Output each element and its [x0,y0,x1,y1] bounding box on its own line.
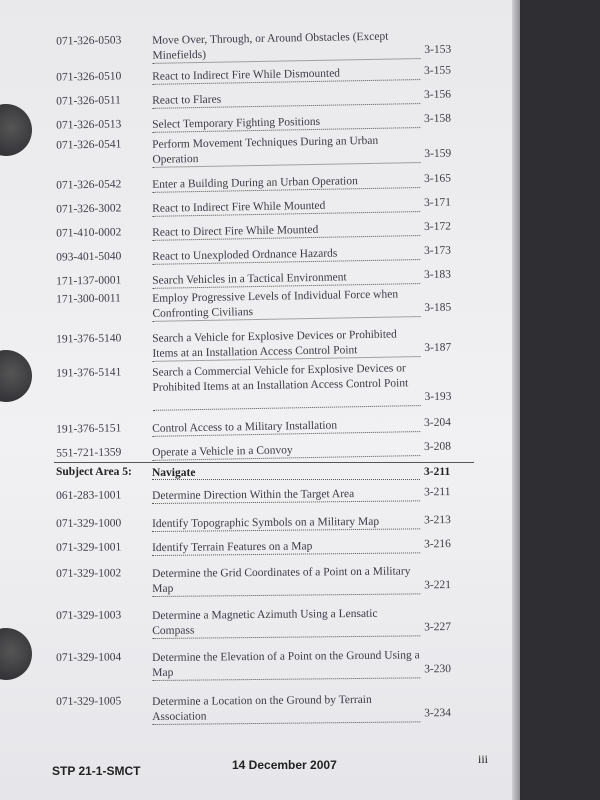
toc-entry [0,439,512,460]
task-code: 071-326-3002 [56,202,122,216]
section-rule [54,462,474,463]
task-code: 071-329-1000 [56,517,122,530]
task-title: React to Direct Fire While Mounted [152,223,319,239]
page-reference: 3-211 [423,486,451,499]
toc-entry [0,415,512,436]
page-reference: 3-185 [424,301,452,314]
task-title: Search a Vehicle for Explosive Devices or Prohibited Items at an Installation Access Control Point [152,328,397,360]
toc-entry [0,537,512,555]
toc-entry [0,359,512,403]
footer-date: 14 December 2007 [232,758,337,772]
task-code: 171-137-0001 [56,274,122,288]
task-title: Determine a Location on the Ground by Terrain Association [152,693,372,724]
toc-entry [0,87,512,108]
page-number: iii [478,752,489,766]
binder-hole [0,104,32,156]
toc-entry [0,111,512,132]
page-reference: 3-183 [423,268,452,281]
task-title: Determine a Magnetic Azimuth Using a Lensatic Compass [152,607,378,638]
subject-title: Navigate [152,467,196,479]
footer-doc-id: STP 21-1-SMCT [52,764,141,778]
toc-entry [0,605,512,638]
task-code: 551-721-1359 [56,446,122,460]
task-code: 071-329-1005 [56,695,122,708]
toc-entry [0,171,512,192]
task-code: 191-376-5151 [56,422,122,436]
page-reference: 3-208 [423,440,452,453]
task-code: 071-326-0510 [56,70,122,84]
task-title: React to Flares [152,93,222,107]
task-code: 071-326-0542 [56,178,122,192]
toc-entry [0,219,512,240]
task-title: Employ Progressive Levels of Individual Force when Confronting Civilians [152,288,399,320]
task-code: 071-329-1001 [56,541,122,554]
task-title: React to Indirect Fire While Mounted [152,199,326,215]
toc-entry [0,63,512,84]
page-reference: 3-211 [424,466,451,478]
task-code: 071-329-1004 [56,651,122,664]
task-title: React to Indirect Fire While Dismounted [152,67,341,83]
task-code: 071-326-0503 [56,34,122,48]
dot-leader [153,404,421,411]
page-reference: 3-193 [424,390,452,403]
toc-entry [0,267,512,288]
toc-entry [0,691,512,724]
toc-entry [0,27,512,62]
task-title: Move Over, Through, or Around Obstacles (Except Minefields) [152,30,389,62]
page-reference: 3-187 [424,341,452,354]
toc-entry [0,513,512,531]
task-title: Identify Topographic Symbols on a Military Map [152,515,380,531]
task-title: React to Unexploded Ordnance Hazards [152,247,338,263]
task-code: 191-376-5141 [56,366,122,380]
page-reference: 3-172 [423,220,452,233]
page-reference: 3-216 [423,538,451,551]
task-code: 071-410-0002 [56,226,122,240]
page-reference: 3-156 [423,88,452,101]
page-reference: 3-230 [424,663,452,676]
page-reference: 3-221 [424,579,452,592]
task-code: 071-329-1003 [56,609,122,622]
toc-entry [0,195,512,216]
page-reference: 3-165 [423,172,452,185]
page-reference: 3-173 [423,244,452,257]
binder-hole [0,350,32,402]
task-title: Search a Commercial Vehicle for Explosive Devices or Prohibited Items at an Installation Access Control Point [152,362,409,394]
task-code: 071-329-1002 [56,567,122,580]
binder-hole [0,628,32,680]
task-code: 171-300-0011 [56,292,121,306]
page-reference: 3-213 [423,514,451,527]
task-title: Determine Direction Within the Target Area [152,488,355,503]
page-reference: 3-158 [423,112,452,125]
toc-entry [0,131,512,166]
task-title: Perform Movement Techniques During an Urban Operation [152,134,379,166]
page-reference: 3-153 [424,43,452,56]
task-title: Operate a Vehicle in a Convoy [152,444,293,459]
task-title: Identify Terrain Features on a Map [152,540,313,555]
task-code: 071-326-0511 [56,94,121,108]
toc-entry [0,325,512,360]
task-title: Enter a Building During an Urban Operation [152,175,358,191]
page-reference: 3-234 [424,707,452,720]
task-code: 071-326-0513 [56,118,122,132]
task-code: 191-376-5140 [56,332,122,346]
toc-entry [0,485,512,503]
task-title: Search Vehicles in a Tactical Environment [152,271,347,287]
toc-entry [0,243,512,264]
page-reference: 3-227 [424,621,452,634]
task-title: Select Temporary Fighting Positions [152,115,321,131]
page-reference: 3-155 [423,64,452,77]
task-code: 071-326-0541 [56,138,122,152]
task-code: 061-283-1001 [56,489,122,502]
page-reference: 3-171 [423,196,452,209]
page-reference: 3-204 [423,416,452,429]
toc-entry [0,563,512,596]
task-code: 093-401-5040 [56,250,122,264]
task-title: Determine the Grid Coordinates of a Point on a Military Map [152,565,411,596]
page-reference: 3-159 [424,147,452,160]
toc-entry [0,647,512,680]
task-title: Control Access to a Military Installation [152,419,338,435]
subject-label: Subject Area 5: [56,466,132,478]
task-title: Determine the Elevation of a Point on the Ground Using a Map [152,649,420,680]
